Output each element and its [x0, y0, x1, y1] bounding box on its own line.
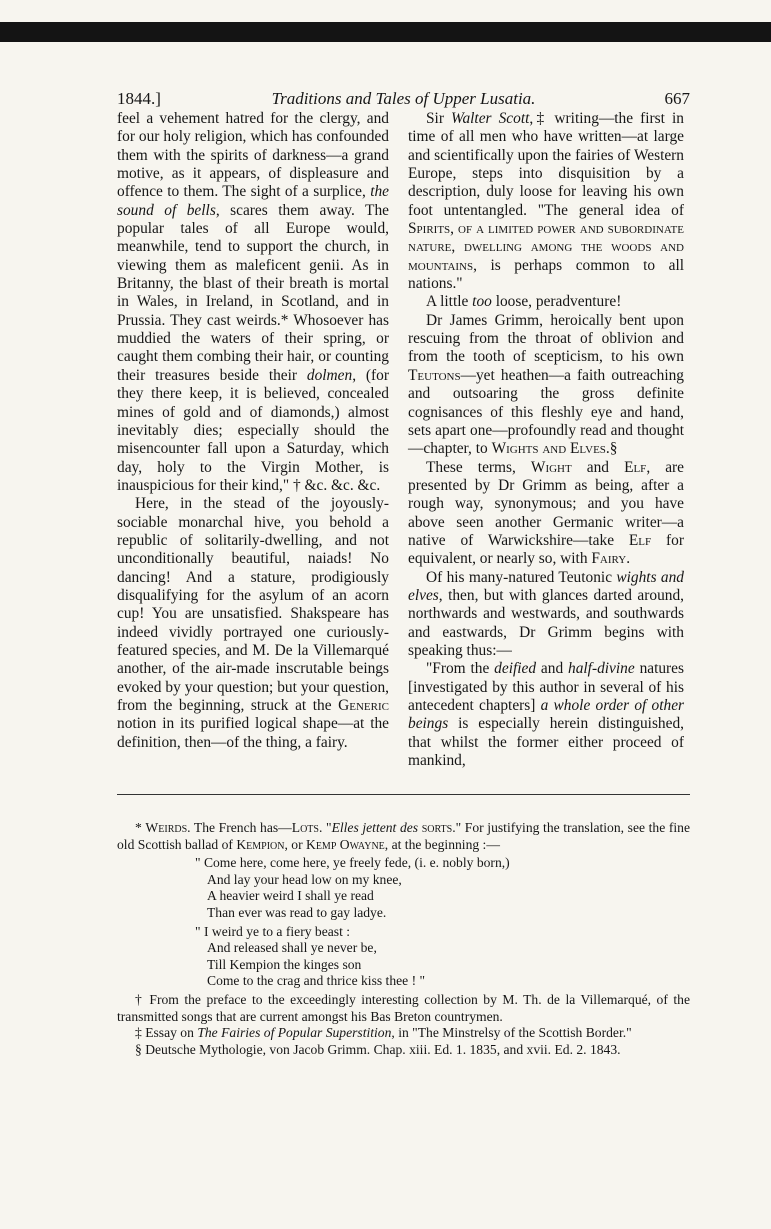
verse-line: And lay your head low on my knee, [207, 871, 402, 887]
ballad-stanza-2 [195, 923, 690, 990]
verse-line: And released shall ye never be, [207, 940, 377, 956]
right-paragraph-4: These terms, Wight and Elf, are presented by Dr Grimm as being, after a rough way, synonymous; and you have above seen another Germanic writer—a native of Warwickshire—take Elf for equivalent, or nearly so, with Fairy. [408, 458, 685, 568]
right-paragraph-6: "From the deified and half-divine natures [investigated by this author in several of his antecedent chapters] a whole order of other beings is especially herein distinguished, that whilst the former either proceed of mankind, [408, 660, 685, 770]
right-paragraph-5: Of his many-natured Teutonic wights and elves, then, but with glances darted around, northwards and westwards, and southwards and eastwards, Dr Grimm begins with speaking thus:— [408, 568, 684, 659]
right-paragraph-1: Sir Walter Scott,‡ writing—the first in time of all men who have written—at large and scientifically upon the fairies of Western Europe, steps into disquisition by a description, duly loose for leaving his own foot untentangled. "The general idea of Spirits, of a limited power and subordinate nature, dwelling among the woods and mountains, is perhaps common to all nations." [408, 110, 684, 293]
footnote-4: § Deutsche Mythologie, von Jacob Grimm. Chap. xiii. Ed. 1. 1835, and xvii. Ed. 2. 1843. [135, 1041, 621, 1057]
footnote-1: * Weirds. The French has—Lots. "Elles jettent des sorts." For justifying the translation, see the fine old Scottish ballad of Kempion, or Kemp Owayne, at the beginning :— [117, 820, 691, 852]
footnote-divider [117, 794, 690, 795]
ballad-stanza-1 [195, 855, 690, 921]
header-title: Traditions and Tales of Upper Lusatia. [271, 89, 536, 108]
right-column [408, 110, 684, 770]
footnote-3: ‡ Essay on The Fairies of Popular Superstition, in "The Minstrelsy of the Scottish Border." [135, 1025, 632, 1041]
header-year: 1844.] [117, 89, 161, 108]
right-paragraph-3: Dr James Grimm, heroically bent upon rescuing from the throat of oblivion and from the tooth of scepticism, to his own Teutons—yet heathen—a faith outreaching and outsoaring the gross definite cognisances of this fleshly eye and hand, sets apart one—profoundly read and thought—chapter, to Wights and Elves.§ [408, 311, 684, 458]
left-paragraph-1: feel a vehement hatred for the clergy, and for our holy religion, which has confounded them with the spirits of darkness—a grand motive, as it appears, of displeasure and offence to them. The sight of a surplice, the sound of bells, scares them away. The popular tales of all Europe would, meanwhile, tend to support the church, in viewing them as maleficent genii. As in Britanny, the blast of their breath is mortal in Wales, in Ireland, in Scotland, and in Prussia. They cast weirds.* Whosoever has muddied the waters of their spring, or caught them combing their hair, or counting their treasures beside their dolmen, (for they there keep, it is believed, concealed mines of gold and of diamonds,) almost inevitably dies; especially should the misencounter fall upon a Saturday, which day, holy to the Virgin Mother, is inauspicious for their kind," † &c. &c. &c. [117, 110, 389, 494]
top-border-bar [0, 22, 771, 42]
running-header [117, 89, 690, 111]
page-number: 667 [664, 89, 690, 108]
left-column [117, 110, 389, 752]
verse-line: " Come here, come here, ye freely fede, (i. e. nobly born,) [195, 855, 510, 871]
verse-line: Than ever was read to gay ladye. [207, 904, 387, 920]
verse-line: A heavier weird I shall ye read [207, 888, 374, 904]
verse-line: Come to the crag and thrice kiss thee ! " [207, 973, 426, 989]
left-paragraph-2: Here, in the stead of the joyously-sociable monarchal hive, you behold a republic of solitarily-dwelling, and not unconditionally beautiful, naiads! No dancing! And a stature, prodigiously disqualifying for the asylum of an acorn cup! You are unsatisfied. Shakspeare has indeed vividly portrayed one curiously-featured species, and M. De la Villemarqué another, of the air-made inscrutable beings evoked by your question; but your question, from the beginning, struck at the Generic notion in its purified logical shape—at the definition, then—of the thing, a fairy. [117, 495, 389, 751]
footnote-2: † From the preface to the exceedingly interesting collection by M. Th. de la Villemarqué, of the transmitted songs that are current amongst his Bas Breton countrymen. [117, 991, 690, 1024]
footnotes [117, 820, 690, 1058]
verse-line: " I weird ye to a fiery beast : [195, 923, 351, 939]
right-paragraph-2: A little too loose, peradventure! [426, 293, 622, 311]
verse-line: Till Kempion the kinges son [207, 956, 362, 972]
